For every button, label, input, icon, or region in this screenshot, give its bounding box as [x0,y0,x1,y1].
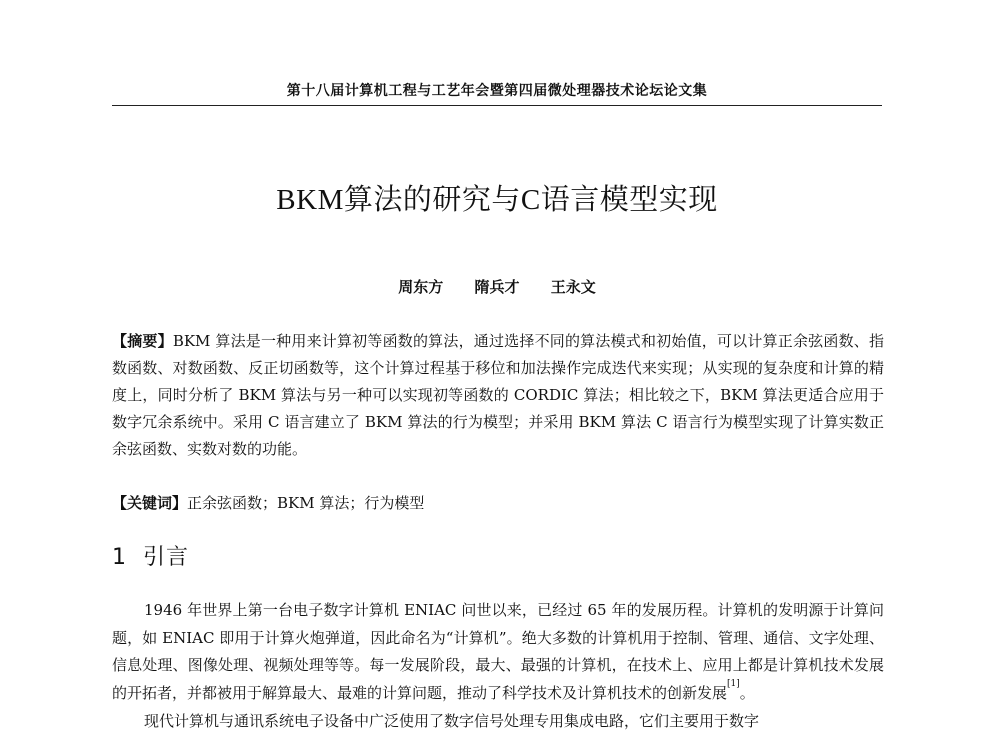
section-title: 引言 [143,545,190,570]
abstract-block [112,328,884,463]
body-paragraph-partial: 现代计算机与通讯系统电子设备中广泛使用了数字信号处理专用集成电路，它们主要用于数字 [144,712,760,730]
citation-ref: [1] [727,678,740,689]
paragraph-text: 1946 年世界上第一台电子数字计算机 ENIAC 问世以来，已经过 65 年的发展历程。计算机的发明源于计算问题，如 ENIAC 即用于计算火炮弹道，因此命名为“计算机”。绝大多数的计算机用于控制、管理、通信、文字处理、信息处理、图像处理、视频处理等等。每一发展阶段，最大、最强的计算机，在技术上、应用上都是计算机技术发展的开拓者，并都被用于解算最大、最难的计算问题，推动了科学技术及计算机技术的创新发展 [112,601,884,702]
paragraph-end: 。 [739,683,755,702]
abstract-label: 【摘要】 [112,332,173,350]
author-list [112,276,882,297]
keywords-text: 正余弦函数；BKM 算法；行为模型 [187,494,425,512]
author-name: 王永文 [550,278,596,296]
running-header: 第十八届计算机工程与工艺年会暨第四届微处理器技术论坛论文集 [286,83,708,99]
section-body [112,597,884,736]
section-heading [112,540,189,571]
keywords-block [112,490,884,517]
section-number: 1 [112,545,127,570]
paper-title: BKM算法的研究与C语言模型实现 [276,184,718,216]
header-rule [112,105,882,106]
body-paragraph [112,597,884,707]
keywords-label: 【关键词】 [112,494,188,512]
author-name: 周东方 [398,278,444,296]
abstract-text: BKM 算法是一种用来计算初等函数的算法，通过选择不同的算法模式和初始值，可以计算正余弦函数、指数函数、对数函数、反正切函数等，这个计算过程基于移位和加法操作完成迭代来实现；从实现的复杂度和计算的精度上，同时分析了 BKM 算法与另一种可以实现初等函数的 CORDIC 算法；相比较之下，BKM 算法更适合应用于数字冗余系统中。采用 C 语言建立了 BKM 算法的行为模型；并采用 BKM 算法 C 语言行为模型实现了计算实数正余弦函数、实数对数的功能。 [112,332,884,458]
author-name: 隋兵才 [474,278,520,296]
